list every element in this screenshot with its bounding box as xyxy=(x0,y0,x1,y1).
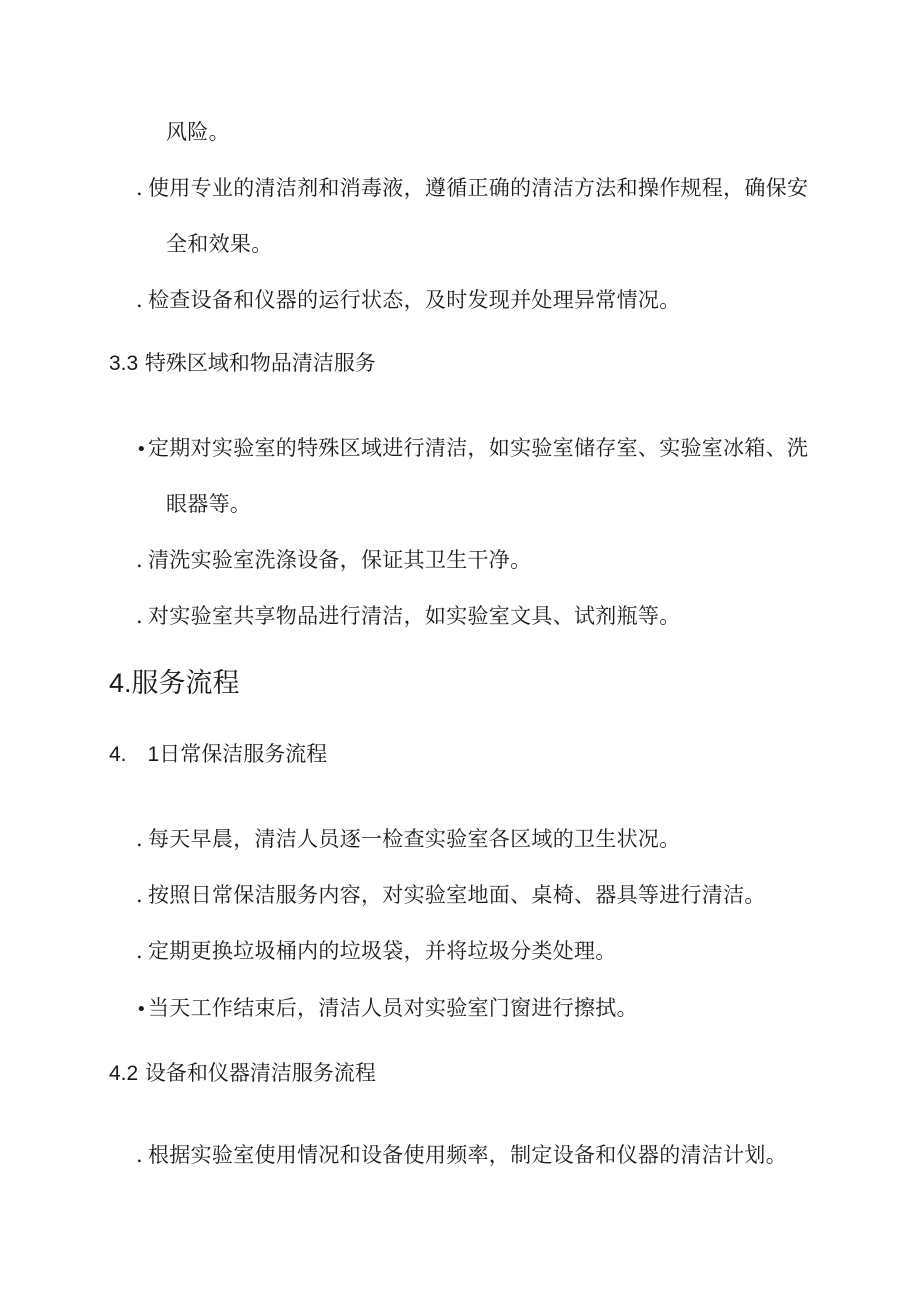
list-item-continuation xyxy=(166,230,273,258)
list-item xyxy=(136,602,681,630)
section-title: 服务流程 xyxy=(131,668,240,699)
list-item xyxy=(136,825,681,853)
list-item xyxy=(136,286,681,314)
list-marker: . xyxy=(136,827,143,851)
list-marker: . xyxy=(136,176,143,200)
list-marker: . xyxy=(136,548,143,572)
list-marker: . xyxy=(136,883,143,907)
section-heading-4-2 xyxy=(109,1059,376,1088)
paragraph-continuation xyxy=(166,118,230,146)
list-item-text: 全和效果。 xyxy=(166,232,273,256)
section-number: 4. xyxy=(109,668,132,698)
list-item-text: 定期对实验室的特殊区域进行清洁，如实验室储存室、实验室冰箱、洗 xyxy=(148,436,809,460)
list-item-text: 检查设备和仪器的运行状态，及时发现并处理异常情况。 xyxy=(148,288,681,312)
list-item xyxy=(136,881,766,909)
list-item xyxy=(136,1141,787,1169)
list-item-text: 对实验室共享物品进行清洁，如实验室文具、试剂瓶等。 xyxy=(148,604,681,628)
list-item-text: 根据实验室使用情况和设备使用频率，制定设备和仪器的清洁计划。 xyxy=(148,1143,787,1167)
list-marker: . xyxy=(136,1143,143,1167)
list-item xyxy=(136,434,808,464)
list-item-text: 使用专业的清洁剂和消毒液，遵循正确的清洁方法和操作规程，确保安 xyxy=(148,176,809,200)
list-item xyxy=(136,994,638,1024)
list-item xyxy=(136,546,531,574)
list-marker: . xyxy=(136,939,143,963)
section-title: 日常保洁服务流程 xyxy=(159,742,328,766)
list-marker: . xyxy=(136,288,143,312)
list-item xyxy=(136,937,617,965)
section-number: 3.3 xyxy=(109,352,139,375)
list-item-text: 眼器等。 xyxy=(166,492,252,516)
list-item-text: 按照日常保洁服务内容，对实验室地面、桌椅、器具等进行清洁。 xyxy=(148,883,766,907)
list-marker: . xyxy=(136,604,143,628)
section-title: 设备和仪器清洁服务流程 xyxy=(144,1061,376,1085)
section-title: 特殊区域和物品清洁服务 xyxy=(144,351,376,375)
section-heading-4 xyxy=(109,666,240,701)
list-item-text: 当天工作结束后，清洁人员对实验室门窗进行擦拭。 xyxy=(148,996,638,1020)
paragraph-text: 风险。 xyxy=(166,120,230,144)
section-number: 4.2 xyxy=(109,1062,139,1085)
list-item-continuation xyxy=(166,490,251,518)
section-number: 4. 1 xyxy=(109,743,160,766)
section-heading-4-1 xyxy=(109,740,327,769)
bullet-marker: • xyxy=(136,439,147,460)
list-item xyxy=(136,174,808,202)
list-item-text: 清洗实验室洗涤设备，保证其卫生干净。 xyxy=(148,548,532,572)
list-item-text: 每天早晨，清洁人员逐一检查实验室各区域的卫生状况。 xyxy=(148,827,681,851)
bullet-marker: • xyxy=(136,999,147,1020)
section-heading-3-3 xyxy=(109,349,376,378)
list-item-text: 定期更换垃圾桶内的垃圾袋，并将垃圾分类处理。 xyxy=(148,939,617,963)
